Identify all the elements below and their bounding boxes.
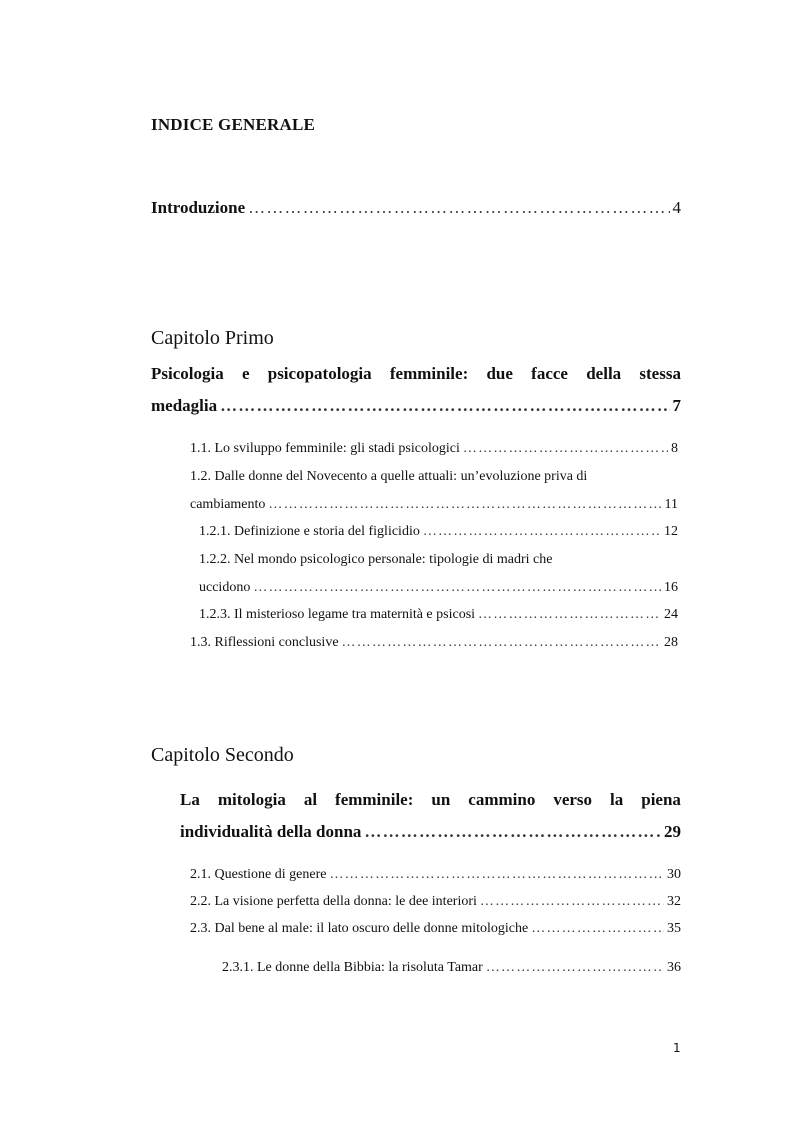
toc-page: 12 <box>664 524 678 539</box>
dot-leader <box>248 198 669 218</box>
page-title: INDICE GENERALE <box>151 115 316 134</box>
toc-page: 8 <box>671 441 678 456</box>
toc-page: 29 <box>664 822 681 841</box>
toc-entry-1-2-line-1[interactable]: 1.2. Dalle donne del Novecento a quelle attuali: un’evoluzione priva di <box>190 469 588 484</box>
toc-label: 1.2.1. Definizione e storia del figlicidio <box>199 524 420 539</box>
dot-leader <box>342 635 661 651</box>
chapter-2-heading: Capitolo Secondo <box>151 744 294 766</box>
toc-label: medaglia <box>151 396 218 415</box>
title-word: piena <box>641 790 681 809</box>
title-word: verso <box>553 790 593 809</box>
toc-label: 1.2.3. Il misterioso legame tra maternità e psicosi <box>199 607 476 622</box>
toc-page: 11 <box>664 497 678 512</box>
page-number: 1 <box>673 1041 681 1055</box>
dot-leader <box>253 580 661 596</box>
toc-page: 16 <box>664 580 678 595</box>
title-word: e <box>241 364 250 383</box>
title-word: stessa <box>639 364 681 383</box>
toc-entry-2-1[interactable] <box>190 867 681 883</box>
toc-entry-2-3-1[interactable] <box>222 960 681 976</box>
toc-label: 1.1. Lo sviluppo femminile: gli stadi psicologici <box>190 441 460 456</box>
dot-leader <box>220 396 669 416</box>
toc-label: individualità della donna <box>180 822 362 841</box>
toc-label: 2.1. Questione di genere <box>190 867 327 882</box>
toc-page: 30 <box>667 867 681 882</box>
title-word: due <box>486 364 513 383</box>
dot-leader <box>486 960 664 976</box>
dot-leader <box>531 921 664 937</box>
title-word: la <box>610 790 624 809</box>
title-word: La <box>180 790 200 809</box>
chapter-1-title-line-2[interactable] <box>151 396 681 416</box>
toc-page: 35 <box>667 921 681 936</box>
title-word: cammino <box>468 790 536 809</box>
toc-entry-1-2-1[interactable] <box>199 524 678 540</box>
toc-entry-1-2-line-2[interactable] <box>190 497 678 513</box>
toc-page: 36 <box>667 960 681 975</box>
toc-page: 4 <box>672 198 681 217</box>
toc-entry-1-3[interactable] <box>190 635 678 651</box>
title-word: mitologia <box>217 790 286 809</box>
toc-label: cambiamento <box>190 497 266 512</box>
toc-entry-introduzione[interactable] <box>151 198 681 218</box>
title-word: un <box>431 790 451 809</box>
toc-page: 32 <box>667 894 681 909</box>
toc-page: 24 <box>664 607 678 622</box>
title-word: al <box>303 790 318 809</box>
toc-entry-1-1[interactable] <box>190 441 678 457</box>
toc-label: 1.3. Riflessioni conclusive <box>190 635 339 650</box>
toc-entry-1-2-2-line-1[interactable]: 1.2.2. Nel mondo psicologico personale: tipologie di madri che <box>199 552 553 567</box>
toc-entry-2-2[interactable] <box>190 894 681 910</box>
title-word: femminile: <box>389 364 469 383</box>
toc-entry-2-3[interactable] <box>190 921 681 937</box>
toc-label: Introduzione <box>151 198 246 217</box>
chapter-1-heading: Capitolo Primo <box>151 327 274 349</box>
dot-leader <box>423 524 661 540</box>
dot-leader <box>478 607 661 623</box>
toc-page: 28 <box>664 635 678 650</box>
title-word: psicopatologia <box>267 364 372 383</box>
toc-entry-1-2-3[interactable] <box>199 607 678 623</box>
toc-label: 2.2. La visione perfetta della donna: le dee interiori <box>190 894 477 909</box>
dot-leader <box>268 497 661 513</box>
title-word: femminile: <box>335 790 414 809</box>
toc-label: 2.3. Dal bene al male: il lato oscuro delle donne mitologiche <box>190 921 529 936</box>
chapter-2-title-line-1[interactable] <box>180 790 681 810</box>
dot-leader <box>329 867 664 883</box>
toc-label: uccidono <box>199 580 251 595</box>
toc-label: 2.3.1. Le donne della Bibbia: la risoluta Tamar <box>222 960 483 975</box>
chapter-1-title-line-1[interactable] <box>151 364 681 384</box>
chapter-2-title-line-2[interactable] <box>180 822 681 842</box>
toc-entry-1-2-2-line-2[interactable] <box>199 580 678 596</box>
dot-leader <box>463 441 668 457</box>
title-word: della <box>586 364 622 383</box>
title-word: Psicologia <box>151 364 224 383</box>
toc-page: 7 <box>672 396 681 415</box>
title-word: facce <box>531 364 568 383</box>
dot-leader <box>480 894 664 910</box>
dot-leader <box>364 822 661 842</box>
